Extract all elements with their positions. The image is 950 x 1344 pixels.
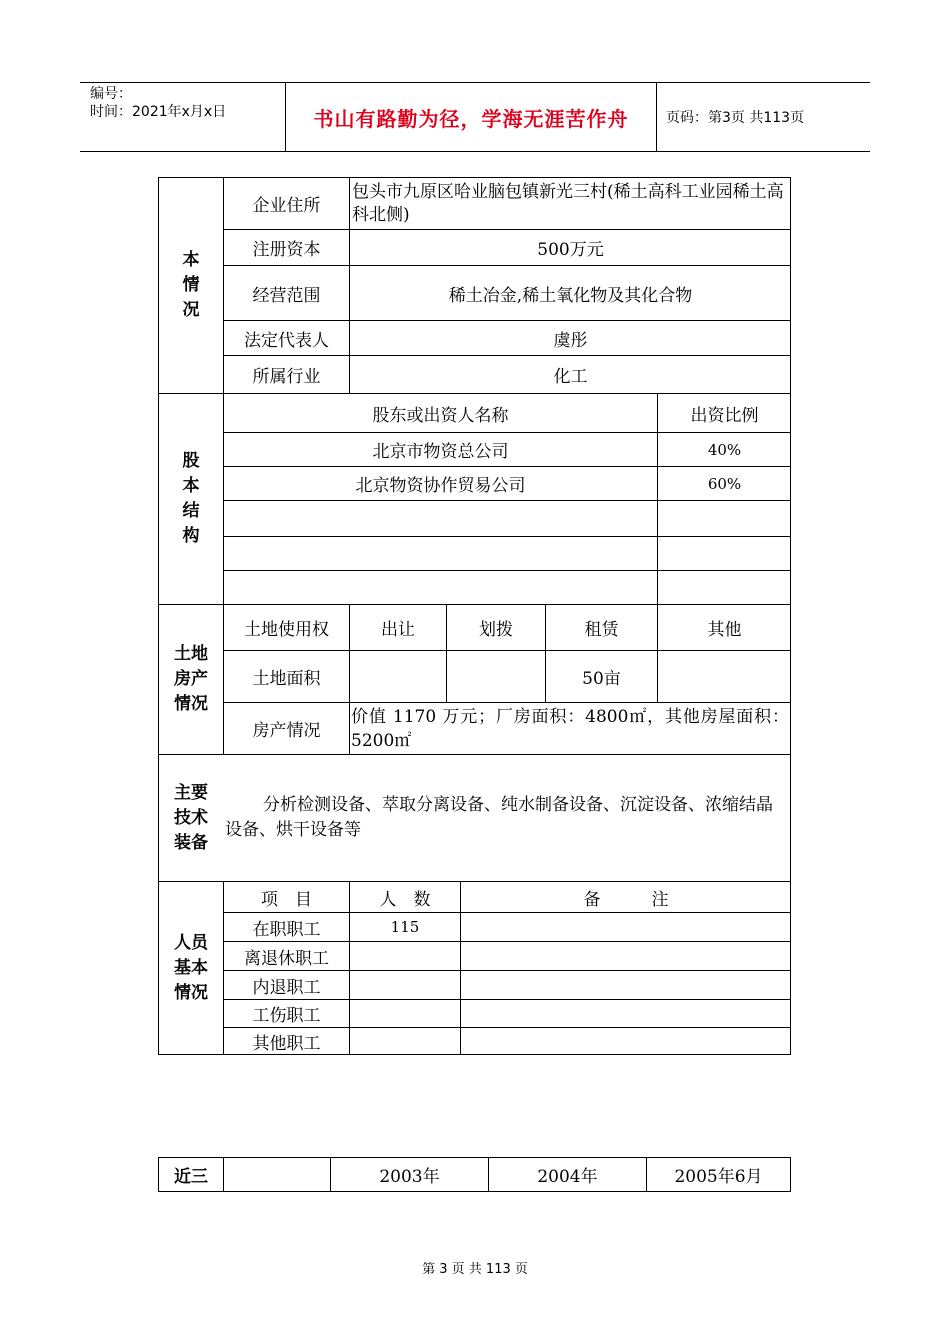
header-divider bbox=[656, 83, 657, 151]
land-use-type: 其他 bbox=[707, 620, 742, 640]
label-land-area: 土地面积 bbox=[252, 669, 321, 689]
label-property: 房产情况 bbox=[252, 721, 321, 741]
value-industry: 化工 bbox=[553, 367, 588, 387]
land-use-type: 划拨 bbox=[479, 620, 513, 640]
value-capital: 500万元 bbox=[537, 240, 604, 260]
section-equipment-title: 主要 技术 装备 bbox=[174, 782, 208, 853]
recent-year: 2003年 bbox=[379, 1167, 440, 1187]
equity-col-ratio: 出资比例 bbox=[690, 405, 759, 426]
header-meta bbox=[90, 85, 226, 121]
staff-item: 其他职工 bbox=[252, 1034, 321, 1054]
equity-name: 北京物资协作贸易公司 bbox=[355, 476, 526, 496]
value-land-area: 50亩 bbox=[582, 669, 621, 689]
staff-col-count: 人 数 bbox=[379, 889, 431, 910]
section-basic-info-title: 本 情 况 bbox=[182, 250, 200, 320]
equity-name: 北京市物资总公司 bbox=[372, 442, 509, 462]
label-industry: 所属行业 bbox=[252, 367, 321, 387]
staff-col-item: 项 目 bbox=[261, 889, 312, 910]
section-land-title: 土地 房产 情况 bbox=[174, 644, 208, 714]
label-address: 企业住所 bbox=[252, 196, 321, 216]
staff-item: 在职职工 bbox=[252, 919, 321, 940]
equity-ratio: 40% bbox=[707, 440, 742, 459]
staff-item: 离退休职工 bbox=[244, 948, 329, 969]
label-legal-rep: 法定代表人 bbox=[244, 330, 329, 351]
equity-ratio: 60% bbox=[707, 474, 742, 493]
value-scope: 稀土冶金,稀土氧化物及其化合物 bbox=[448, 285, 693, 306]
label-land-use: 土地使用权 bbox=[244, 620, 329, 640]
staff-item: 工伤职工 bbox=[252, 1006, 321, 1026]
document-time-label: 时间：2021年x月x日 bbox=[90, 104, 227, 120]
page-header bbox=[80, 82, 870, 152]
staff-count: 115 bbox=[390, 918, 420, 936]
value-address: 包头市九原区哈业脑包镇新光三村(稀土高科工业园稀土高科北侧) bbox=[352, 181, 784, 225]
recent-label: 近三 bbox=[174, 1167, 208, 1187]
land-use-type: 租赁 bbox=[584, 620, 619, 640]
recent-year: 2005年6月 bbox=[674, 1167, 763, 1187]
section-staff-title: 人员 基本 情况 bbox=[174, 933, 208, 1003]
land-use-type: 出让 bbox=[381, 620, 415, 640]
equity-col-name: 股东或出资人名称 bbox=[372, 405, 509, 426]
header-page-info: 页码：第3页 共113页 bbox=[666, 110, 805, 126]
document-number-label: 编号： bbox=[90, 86, 132, 102]
staff-col-note: 备 注 bbox=[583, 889, 669, 910]
section-equity-title: 股 本 结 构 bbox=[182, 451, 200, 546]
page-footer: 第 3 页 共 113 页 bbox=[422, 1262, 528, 1277]
equipment-text: 分析检测设备、萃取分离设备、纯水制备设备、沉淀设备、浓缩结晶设备、烘干设备等 bbox=[225, 795, 773, 840]
label-capital: 注册资本 bbox=[252, 240, 321, 260]
value-legal-rep: 虞彤 bbox=[553, 330, 588, 351]
recent-year: 2004年 bbox=[537, 1167, 598, 1187]
header-motto: 书山有路勤为径，学海无涯苦作舟 bbox=[313, 107, 629, 131]
staff-item: 内退职工 bbox=[252, 977, 321, 998]
label-scope: 经营范围 bbox=[252, 285, 321, 306]
value-property: 价值 1170 万元；厂房面积：4800㎡，其他房屋面积：5200㎡ bbox=[351, 706, 789, 751]
